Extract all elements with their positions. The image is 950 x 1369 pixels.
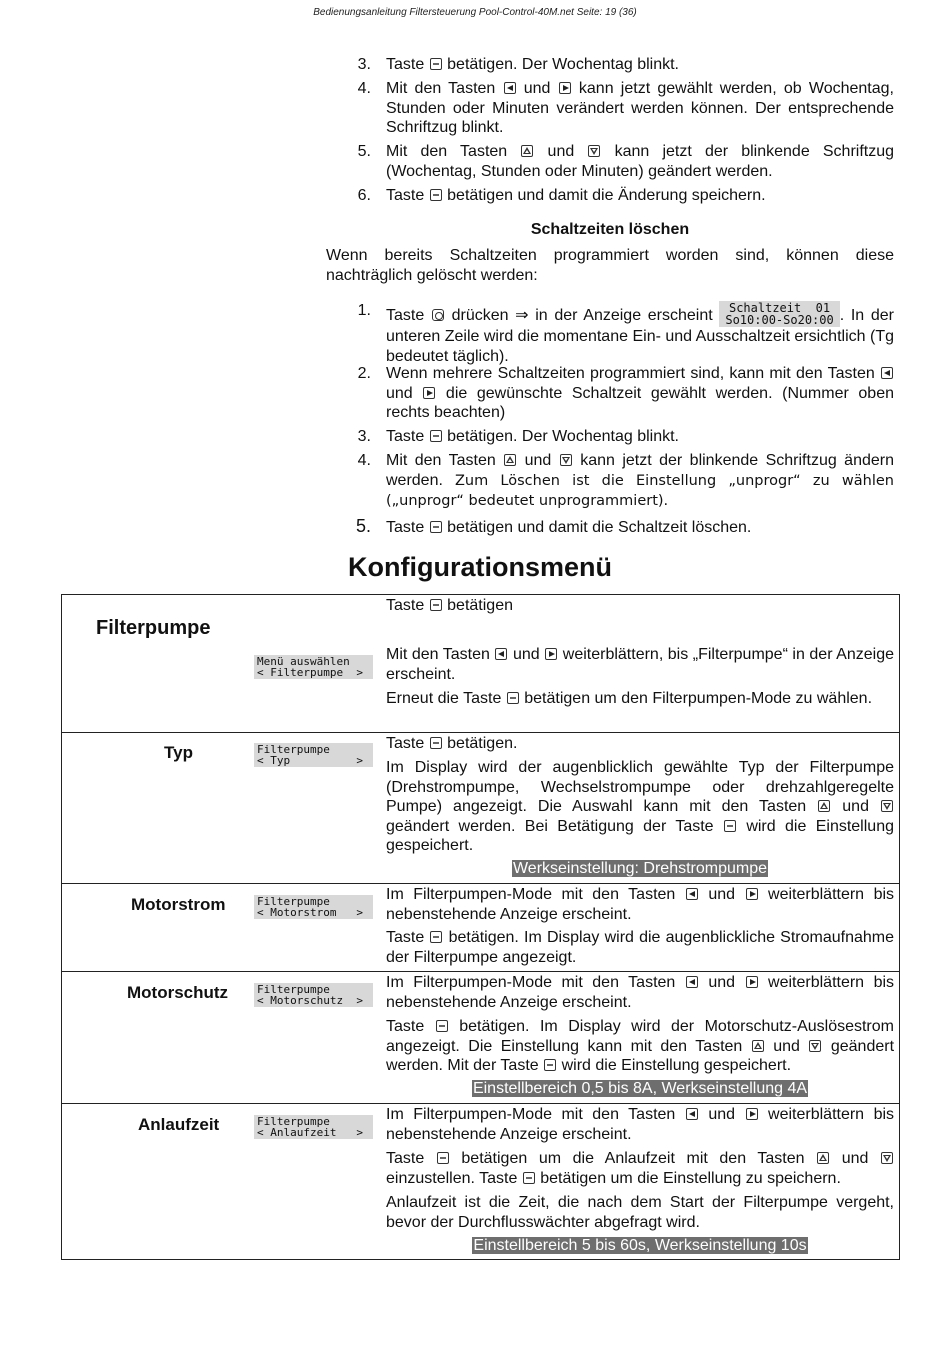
right-arrow-key-icon	[423, 387, 435, 399]
right-arrow-key-icon	[746, 1108, 758, 1120]
menu-key-icon	[430, 737, 442, 749]
menu-key-icon	[430, 931, 442, 943]
left-arrow-key-icon	[686, 888, 698, 900]
row-text: Im Filterpumpen-Mode mit den Tasten und weiterblättern bis nebenstehende Anzeige erscheint.	[386, 1106, 895, 1143]
left-arrow-key-icon	[495, 648, 507, 660]
list-number: 5.	[355, 516, 371, 536]
row-text: Im Filterpumpen-Mode mit den Tasten und weiterblättern bis nebenstehende Anzeige erscheint.	[386, 886, 895, 923]
lcd-display	[719, 301, 839, 327]
factory-setting: Einstellbereich 0,5 bis 8A, Werkseinstellung 4A	[472, 1080, 808, 1097]
intro-paragraph: Wenn bereits Schaltzeiten programmiert worden sind, können diese nachträglich gelöscht werden:	[326, 247, 894, 284]
row-divider	[61, 732, 900, 733]
lcd-display	[254, 895, 373, 919]
row-text: Im Display wird der augenblicklich gewählte Typ der Filterpumpe (Drehstrompumpe, Wechselstrompumpe oder drehzahlgeregelte Pumpe) angezeigt. Die Auswahl kann mit den Tasten und geändert werden. Bei Betätigung der Taste wird die Einstellung gespeichert.	[386, 759, 894, 854]
left-arrow-key-icon	[686, 976, 698, 988]
menu-key-icon	[430, 189, 442, 201]
row-label-anlaufzeit: Anlaufzeit	[138, 1115, 220, 1134]
section-title: Schaltzeiten löschen	[530, 221, 690, 238]
row-label-typ: Typ	[164, 743, 193, 762]
list-item: Wenn mehrere Schaltzeiten programmiert sind, kann mit den Tasten und die gewünschte Schaltzeit gewählt werden. (Nummer oben rechts beachten)	[386, 365, 894, 421]
menu-key-icon	[437, 1152, 449, 1164]
lcd-display	[254, 983, 373, 1007]
list-number: 3.	[357, 428, 371, 445]
row-divider	[61, 1103, 900, 1104]
lcd-line-2: < Motorstrom >	[257, 906, 363, 919]
row-divider	[61, 971, 900, 972]
config-title: Konfigurationsmenü	[348, 552, 612, 582]
row-label-motorstrom: Motorstrom	[131, 895, 226, 914]
list-number: 1.	[357, 302, 371, 319]
factory-setting: Werkseinstellung: Drehstrompumpe	[512, 860, 768, 877]
up-arrow-key-icon	[521, 145, 533, 157]
lcd-line-1: Menü auswählen	[257, 655, 350, 668]
right-arrow-key-icon	[746, 888, 758, 900]
left-arrow-key-icon	[686, 1108, 698, 1120]
lcd-line-1: Filterpumpe	[257, 743, 330, 756]
down-arrow-key-icon	[881, 800, 893, 812]
list-number: 3.	[357, 56, 371, 73]
up-arrow-key-icon	[752, 1040, 764, 1052]
row-text: Taste betätigen. Im Display wird die augenblickliche Stromaufnahme der Filterpumpe angezeigt.	[386, 929, 894, 966]
row-text: Mit den Tasten und weiterblättern, bis „Filterpumpe“ in der Anzeige erscheint.	[386, 646, 894, 683]
row-text: Anlaufzeit ist die Zeit, die nach dem Start der Filterpumpe vergeht, bevor der Durchflusswächter abgefragt wird.	[386, 1194, 894, 1231]
menu-key-icon	[724, 820, 736, 832]
lcd-line-2: < Typ >	[257, 754, 363, 767]
list-item: Taste betätigen und damit die Schaltzeit löschen.	[386, 519, 752, 536]
menu-key-icon	[430, 599, 442, 611]
menu-key-icon	[430, 521, 442, 533]
list-item: Mit den Tasten und kann jetzt der blinkende Schriftzug ändern werden. Zum Löschen ist die Einstellung „unprogr“ zu wählen („unprogr“ bedeutet unprogrammiert).	[386, 452, 894, 509]
lcd-line-1: Filterpumpe	[257, 1115, 330, 1128]
menu-key-icon	[430, 58, 442, 70]
page-header: Bedienungsanleitung Filtersteuerung Pool-Control-40M.net Seite: 19 (36)	[313, 7, 637, 18]
down-arrow-key-icon	[881, 1152, 893, 1164]
right-arrow-key-icon	[746, 976, 758, 988]
list-number: 2.	[357, 365, 371, 382]
down-arrow-key-icon	[588, 145, 600, 157]
left-arrow-key-icon	[881, 367, 893, 379]
list-item: Taste betätigen. Der Wochentag blinkt.	[386, 56, 679, 73]
lcd-line-1: Schaltzeit 01	[728, 301, 831, 315]
row-text: Taste betätigen	[386, 597, 513, 614]
menu-key-icon	[507, 692, 519, 704]
factory-setting: Einstellbereich 5 bis 60s, Werkseinstellung 10s	[473, 1237, 807, 1254]
right-arrow-key-icon	[545, 648, 557, 660]
lcd-line-2: So10:00-So20:00	[725, 313, 834, 327]
down-arrow-key-icon	[560, 454, 572, 466]
list-item: Mit den Tasten und kann jetzt gewählt werden, ob Wochentag, Stunden oder Minuten verändert werden können. Der entsprechende Schriftzug blinkt.	[386, 80, 894, 136]
down-arrow-key-icon	[809, 1040, 821, 1052]
row-divider	[61, 883, 900, 884]
row-text: Erneut die Taste betätigen um den Filterpumpen-Mode zu wählen.	[386, 690, 873, 707]
list-number: 4.	[357, 452, 371, 469]
row-text: Taste betätigen. Im Display wird der Motorschutz-Auslösestrom angezeigt. Die Einstellung kann mit den Tasten und geändert werden. Mit der Taste wird die Einstellung gespeichert.	[386, 1018, 895, 1074]
row-label-motorschutz: Motorschutz	[127, 983, 229, 1002]
lcd-line-2: < Filterpumpe >	[257, 666, 363, 679]
menu-key-icon	[436, 1020, 448, 1032]
row-text: Taste betätigen um die Anlaufzeit mit den Tasten und einzustellen. Taste betätigen um die Einstellung zu speichern.	[386, 1149, 894, 1188]
list-item: Taste betätigen und damit die Änderung speichern.	[386, 187, 766, 204]
lcd-line-2: < Motorschutz >	[257, 994, 363, 1007]
lcd-line-2: < Anlaufzeit >	[257, 1126, 363, 1139]
up-arrow-key-icon	[504, 454, 516, 466]
menu-key-icon	[544, 1059, 556, 1071]
menu-key-icon	[523, 1172, 535, 1184]
clock-key-icon	[432, 309, 444, 321]
row-text: Taste betätigen.	[386, 735, 518, 752]
left-arrow-key-icon	[504, 82, 516, 94]
list-number: 5.	[357, 143, 371, 160]
lcd-line-1: Filterpumpe	[257, 983, 330, 996]
lcd-display	[254, 743, 373, 767]
list-number: 6.	[357, 187, 371, 204]
lcd-display	[254, 655, 373, 679]
row-label-filterpumpe: Filterpumpe	[96, 617, 211, 639]
list-item: Mit den Tasten und kann jetzt der blinkende Schriftzug (Wochentag, Stunden oder Minuten) geändert werden.	[386, 143, 895, 180]
right-arrow-key-icon	[559, 82, 571, 94]
up-arrow-key-icon	[817, 1152, 829, 1164]
list-item: Taste betätigen. Der Wochentag blinkt.	[386, 428, 679, 445]
lcd-line-1: Filterpumpe	[257, 895, 330, 908]
up-arrow-key-icon	[818, 800, 830, 812]
row-text: Im Filterpumpen-Mode mit den Tasten und weiterblättern bis nebenstehende Anzeige erscheint.	[386, 974, 895, 1011]
list-number: 4.	[357, 80, 371, 97]
list-item: Taste drücken ⇒ in der Anzeige erscheint Schaltzeit 01 So10:00-So20:00 . In der unteren Zeile wird die momentane Ein- und Ausschaltzeit ersichtlich (Tg bedeutet täglich).	[386, 301, 894, 365]
menu-key-icon	[430, 430, 442, 442]
lcd-display	[254, 1115, 373, 1139]
